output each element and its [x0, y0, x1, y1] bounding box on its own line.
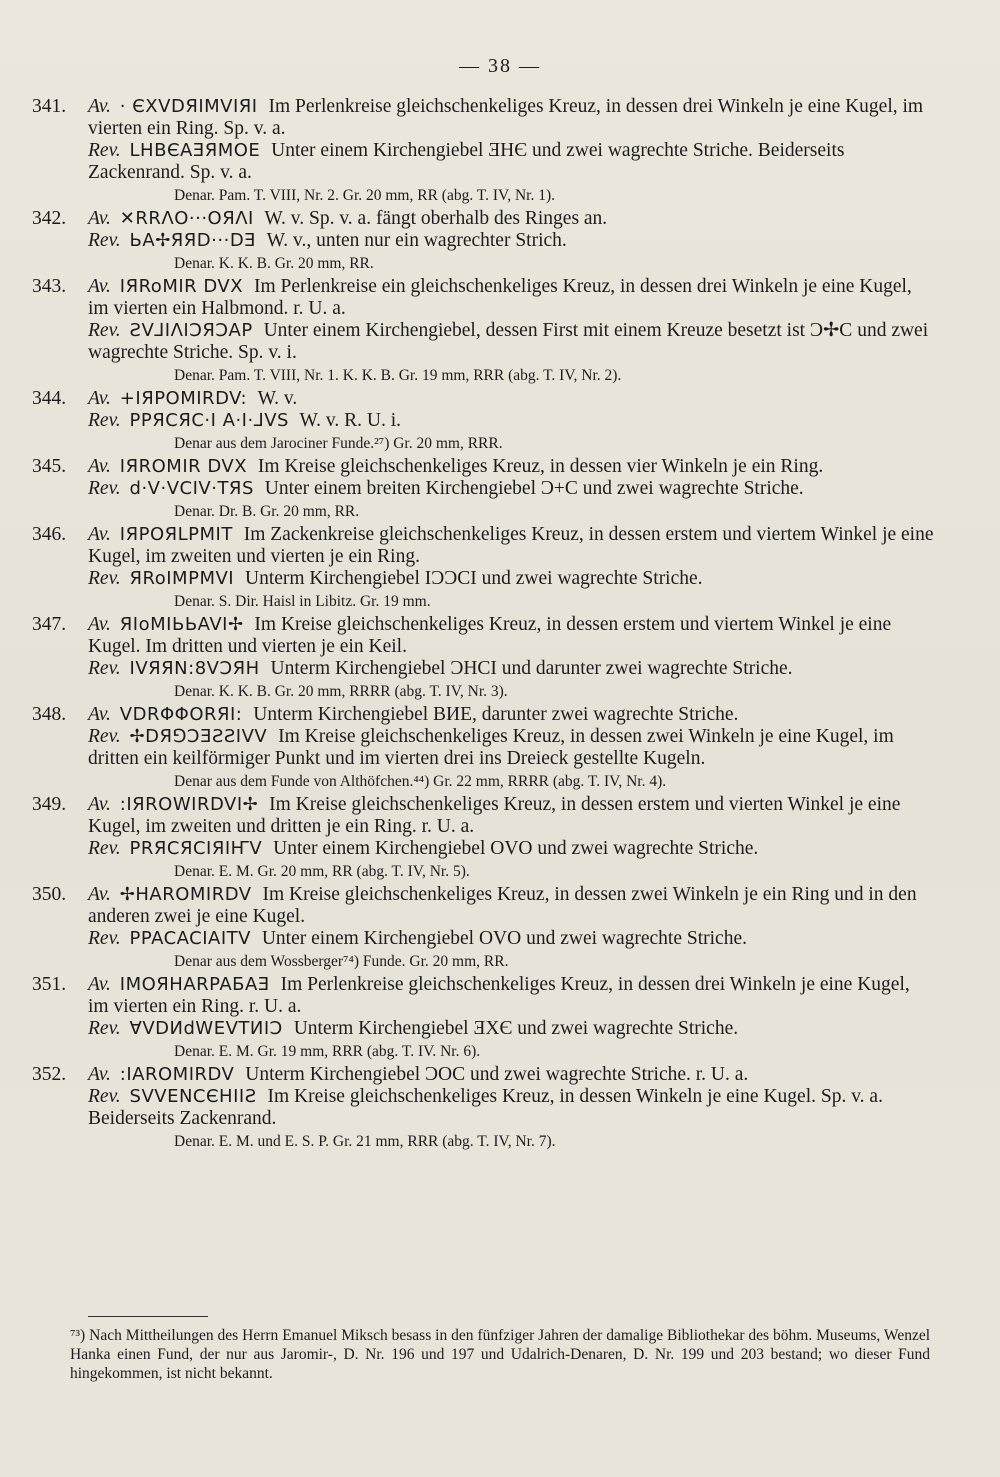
obverse-label: Av.: [88, 96, 111, 117]
entry-number: 343.: [32, 276, 67, 297]
obverse-legend: IЯPOЯLPMIT: [119, 524, 233, 545]
obverse-label: Av.: [88, 704, 111, 725]
reverse-line: [88, 838, 934, 860]
page-number: — 38 —: [459, 55, 541, 77]
reverse-label: Rev.: [88, 1086, 121, 1107]
reverse-description: Unterm Kirchengiebel ƎXЄ und zwei wagrechte Striche.: [293, 1018, 739, 1039]
reverse-line: [88, 140, 934, 184]
obverse-description: Im Perlenkreise gleichschenkeliges Kreuz, in dessen drei Winkeln je eine Kugel, im vierten ein Ring. Sp. v. a.: [88, 96, 924, 139]
coin-details: Denar. E. M. und E. S. P. Gr. 21 mm, RRR (abg. T. IV, Nr. 7).: [174, 1133, 556, 1150]
reverse-label: Rev.: [88, 230, 121, 251]
obverse-label: Av.: [88, 1064, 111, 1085]
footnote: [70, 1326, 930, 1383]
reverse-legend: IVЯЯN:8VƆЯH: [129, 658, 260, 679]
reverse-line: [88, 726, 934, 770]
catalog-entry: [32, 456, 934, 522]
coin-details: Denar. Dr. B. Gr. 20 mm, RR.: [174, 503, 360, 520]
obverse-description: Unterm Kirchengiebel ƆOC und zwei wagrechte Striche. r. U. a.: [245, 1064, 749, 1085]
coin-details: Denar. Pam. T. VIII, Nr. 2. Gr. 20 mm, RR (abg. T. IV, Nr. 1).: [174, 187, 556, 204]
entry-number: 342.: [32, 208, 67, 229]
obverse-legend: VDRΦΦORЯI:: [119, 704, 243, 725]
obverse-description: Im Perlenkreise ein gleichschenkeliges Kreuz, in dessen drei Winkeln je eine Kugel, im vierten ein Halbmond. r. U. a.: [88, 276, 912, 319]
obverse-description: Im Kreise gleichschenkeliges Kreuz, in dessen erstem und viertem Winkel je eine Kugel. Im dritten und vierten je ein Keil.: [88, 614, 892, 657]
obverse-description: Im Perlenkreise gleichschenkeliges Kreuz, in dessen drei Winkeln je eine Kugel, im vierten ein Ring. r. U. a.: [88, 974, 910, 1017]
coin-details: Denar. Pam. T. VIII, Nr. 1. K. K. B. Gr. 19 mm, RRR (abg. T. IV, Nr. 2).: [174, 367, 622, 384]
reverse-description: Im Kreise gleichschenkeliges Kreuz, in dessen Winkeln je eine Kugel. Sp. v. a. Beiderseits Zackenrand.: [88, 1086, 883, 1129]
obverse-line: [88, 704, 934, 726]
footnote-divider: [88, 1316, 208, 1317]
reverse-line: [88, 1018, 934, 1040]
reverse-description: W. v. R. U. i.: [299, 410, 401, 431]
obverse-label: Av.: [88, 614, 111, 635]
reverse-line: [88, 410, 934, 432]
reverse-legend: SVVENCЄHIIƧ: [129, 1086, 257, 1107]
coin-details: Denar aus dem Wossberger⁷⁴) Funde. Gr. 20 mm, RR.: [174, 953, 509, 970]
reverse-legend: PPACACIAITV: [129, 928, 251, 949]
obverse-line: [88, 1064, 934, 1086]
reverse-description: Im Kreise gleichschenkeliges Kreuz, in dessen zwei Winkeln je eine Kugel, im dritten ein keilförmiger Punkt und im vierten drei ins Dreieck gestellte Kugeln.: [88, 726, 894, 769]
obverse-legend: · ЄXVDЯIMVIЯI: [119, 96, 258, 117]
catalog-entry: [32, 96, 934, 206]
reverse-line: [88, 230, 934, 252]
obverse-line: [88, 794, 934, 838]
obverse-legend: IЯRoMIR DVX: [119, 276, 244, 297]
reverse-legend: ƧV⅃IΛIƆЯƆAP: [129, 320, 253, 341]
coin-details: Denar aus dem Funde von Althöfchen.⁴⁴) Gr. 22 mm, RRRR (abg. T. IV, Nr. 4).: [174, 773, 667, 790]
reverse-line: [88, 1086, 934, 1130]
footnote-mark: ⁷³): [70, 1327, 86, 1344]
catalog-entry: [32, 524, 934, 612]
obverse-line: [88, 208, 934, 230]
obverse-legend: IMOЯHARPAБAƎ: [119, 974, 270, 995]
reverse-legend: LHBЄAƎЯMOE: [129, 140, 261, 161]
obverse-line: [88, 974, 934, 1018]
obverse-line: [88, 388, 934, 410]
obverse-description: Unterm Kirchengiebel BИE, darunter zwei wagrechte Striche.: [253, 704, 739, 725]
obverse-line: [88, 456, 934, 478]
reverse-description: Unterm Kirchengiebel IƆƆCI und zwei wagrechte Striche.: [244, 568, 703, 589]
catalog-entry: [32, 884, 934, 972]
catalog-entries: [32, 96, 934, 1154]
reverse-description: Unter einem Kirchengiebel OVO und zwei wagrechte Striche.: [261, 928, 747, 949]
reverse-label: Rev.: [88, 410, 121, 431]
reverse-description: Unterm Kirchengiebel ƆHCI und darunter zwei wagrechte Striche.: [270, 658, 793, 679]
obverse-description: W. v.: [257, 388, 298, 409]
obverse-legend: IЯROMIR DVX: [119, 456, 248, 477]
obverse-line: [88, 524, 934, 568]
coin-details: Denar aus dem Jarociner Funde.²⁷) Gr. 20 mm, RRR.: [174, 435, 503, 452]
reverse-label: Rev.: [88, 320, 121, 341]
obverse-label: Av.: [88, 456, 111, 477]
obverse-legend: :IAROMIRDV: [119, 1064, 235, 1085]
reverse-description: Unter einem Kirchengiebel OVO und zwei wagrechte Striche.: [273, 838, 759, 859]
entry-number: 351.: [32, 974, 67, 995]
reverse-label: Rev.: [88, 568, 121, 589]
entry-number: 349.: [32, 794, 67, 815]
obverse-line: [88, 96, 934, 140]
reverse-label: Rev.: [88, 928, 121, 949]
reverse-description: W. v., unten nur ein wagrechter Strich.: [266, 230, 567, 251]
obverse-description: Im Kreise gleichschenkeliges Kreuz, in dessen zwei Winkeln je ein Ring und in den anderen zwei je eine Kugel.: [88, 884, 917, 927]
obverse-label: Av.: [88, 974, 111, 995]
entry-number: 346.: [32, 524, 67, 545]
footnote-text: Nach Mittheilungen des Herrn Emanuel Miksch besass in den fünfziger Jahren der damalige Bibliothekar des böhm. Museums, Wenzel Hanka einen Fund, der nur aus Jaromir-, D. Nr. 196 und 197 und Udalrich-Denaren, D. Nr. 199 und 203 bestand; wo dieser Fund hingekommen, ist nicht bekannt.: [70, 1327, 931, 1382]
reverse-line: [88, 568, 934, 590]
obverse-label: Av.: [88, 794, 111, 815]
reverse-description: Unter einem breiten Kirchengiebel Ɔ+C und zwei wagrechte Striche.: [264, 478, 804, 499]
coin-details: Denar. E. M. Gr. 20 mm, RR (abg. T. IV, Nr. 5).: [174, 863, 470, 880]
obverse-label: Av.: [88, 276, 111, 297]
entry-number: 341.: [32, 96, 67, 117]
entry-number: 345.: [32, 456, 67, 477]
obverse-legend: ЯIoMIЬЬAVI✢: [119, 614, 244, 635]
reverse-line: [88, 928, 934, 950]
obverse-description: Im Zackenkreise gleichschenkeliges Kreuz, in dessen erstem und viertem Winkel je eine Kugel, im zweiten und vierten je ein Ring.: [88, 524, 934, 567]
obverse-line: [88, 884, 934, 928]
obverse-label: Av.: [88, 884, 111, 905]
catalog-entry: [32, 794, 934, 882]
reverse-label: Rev.: [88, 726, 121, 747]
entry-number: 344.: [32, 388, 67, 409]
reverse-description: Unter einem Kirchengiebel, dessen First mit einem Kreuze besetzt ist Ɔ✢C und zwei wagrechte Striche. Sp. v. i.: [88, 320, 929, 363]
catalog-entry: [32, 974, 934, 1062]
obverse-label: Av.: [88, 208, 111, 229]
reverse-label: Rev.: [88, 658, 121, 679]
obverse-legend: ✢HAROMIRDV: [119, 884, 252, 905]
catalog-entry: [32, 704, 934, 792]
reverse-label: Rev.: [88, 838, 121, 859]
reverse-line: [88, 320, 934, 364]
reverse-legend: ⱯVDИdWEVTИIƆ: [129, 1018, 283, 1039]
reverse-description: Unter einem Kirchengiebel ƎHЄ und zwei wagrechte Striche. Beiderseits Zackenrand. Sp. v. a.: [88, 140, 845, 183]
entry-number: 350.: [32, 884, 67, 905]
obverse-description: W. v. Sp. v. a. fängt oberhalb des Ringes an.: [264, 208, 608, 229]
catalog-entry: [32, 1064, 934, 1152]
obverse-description: Im Kreise gleichschenkeliges Kreuz, in dessen vier Winkeln je ein Ring.: [257, 456, 824, 477]
entry-number: 352.: [32, 1064, 67, 1085]
reverse-line: [88, 658, 934, 680]
catalog-entry: [32, 388, 934, 454]
coin-details: Denar. K. K. B. Gr. 20 mm, RRRR (abg. T. IV, Nr. 3).: [174, 683, 508, 700]
obverse-label: Av.: [88, 524, 111, 545]
reverse-legend: d·V·VCIV·TЯS: [129, 478, 254, 499]
reverse-legend: PPЯCЯC·I A·I·⅃VS: [129, 410, 289, 431]
obverse-description: Im Kreise gleichschenkeliges Kreuz, in dessen erstem und vierten Winkel je eine Kugel, im zweiten und dritten je ein Ring. r. U. a.: [88, 794, 901, 837]
reverse-label: Rev.: [88, 1018, 121, 1039]
coin-details: Denar. E. M. Gr. 19 mm, RRR (abg. T. IV. Nr. 6).: [174, 1043, 481, 1060]
catalog-entry: [32, 276, 934, 386]
reverse-label: Rev.: [88, 478, 121, 499]
reverse-legend: PRЯCЯCIЯIҤV: [129, 838, 263, 859]
catalog-entry: [32, 614, 934, 702]
coin-details: Denar. S. Dir. Haisl in Libitz. Gr. 19 mm.: [174, 593, 431, 610]
obverse-line: [88, 276, 934, 320]
reverse-legend: ЬA✢ЯЯD···DƎ: [129, 230, 257, 251]
catalog-entry: [32, 208, 934, 274]
coin-details: Denar. K. K. B. Gr. 20 mm, RR.: [174, 255, 374, 272]
obverse-label: Av.: [88, 388, 111, 409]
reverse-legend: ЯRoIMPMVI: [129, 568, 235, 589]
obverse-legend: +IЯPOMIRDV:: [119, 388, 248, 409]
obverse-line: [88, 614, 934, 658]
obverse-legend: :IЯROWIRDVI✢: [119, 794, 259, 815]
reverse-label: Rev.: [88, 140, 121, 161]
obverse-legend: ✕RRΛO···OЯΛI: [119, 208, 254, 229]
reverse-legend: ✢DЯ⅁ƆƎƧƧIVV: [129, 726, 268, 747]
entry-number: 348.: [32, 704, 67, 725]
reverse-line: [88, 478, 934, 500]
entry-number: 347.: [32, 614, 67, 635]
